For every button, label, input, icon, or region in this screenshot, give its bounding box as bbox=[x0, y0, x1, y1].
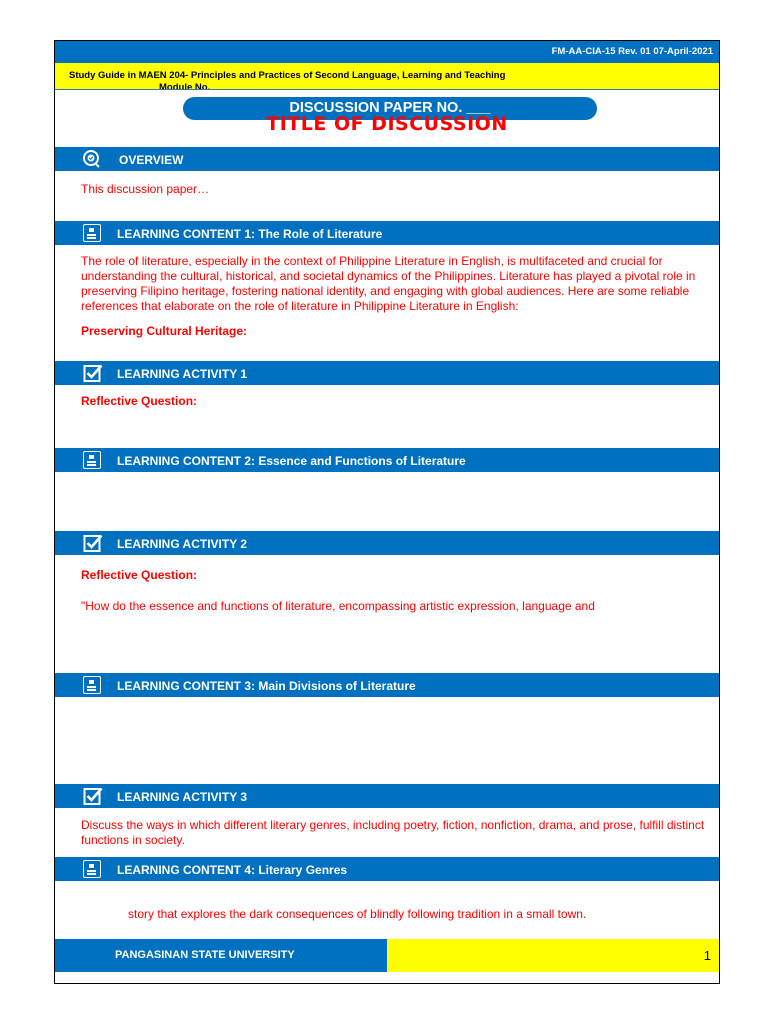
section-label: LEARNING ACTIVITY 1 bbox=[117, 367, 248, 381]
form-code: FM-AA-CIA-15 Rev. 01 07-April-2021 bbox=[551, 46, 713, 57]
activity3-text: Discuss the ways in which different literary genres, including poetry, fiction, nonfiction, drama, and prose, fulfill distinct functions in society. bbox=[81, 818, 705, 847]
study-guide-title: Study Guide in MAEN 204- Principles and Practices of Second Language, Learning and Teaching bbox=[69, 70, 506, 81]
header-bar bbox=[55, 41, 719, 63]
checkbox-icon bbox=[83, 533, 103, 553]
section-content1-header bbox=[55, 221, 719, 245]
book-icon bbox=[83, 676, 101, 694]
checkbox-icon bbox=[83, 363, 103, 383]
content1-paragraph: The role of literature, especially in the context of Philippine Literature in English, is multifaceted and crucial for understanding the cultural, historical, and societal dynamics of the Philippines. Literature has played a pivotal role in preserving Filipino heritage, fostering national identity, and engaging with global audiences. Here are some reliable references that elaborate on the role of literature in Philippine Literature in English: bbox=[81, 254, 696, 313]
section-label: LEARNING ACTIVITY 2 bbox=[117, 537, 248, 551]
study-guide-banner bbox=[55, 63, 719, 89]
section-label: LEARNING CONTENT 4: Literary Genres bbox=[117, 863, 348, 877]
document-page bbox=[54, 40, 720, 984]
section-activity1-header bbox=[55, 361, 719, 385]
section-label: LEARNING CONTENT 3: Main Divisions of Literature bbox=[117, 679, 416, 693]
discussion-title: TITLE OF DISCUSSION bbox=[266, 113, 508, 135]
section-content3-header bbox=[55, 673, 719, 697]
footer-page-bar bbox=[387, 939, 720, 972]
section-content2-header bbox=[55, 448, 719, 472]
book-icon bbox=[83, 224, 101, 242]
reflective-question-label: Reflective Question: bbox=[81, 568, 198, 582]
overview-text: This discussion paper… bbox=[81, 182, 210, 196]
book-icon bbox=[83, 451, 101, 469]
reflective-question-label: Reflective Question: bbox=[81, 394, 198, 408]
checkbox-icon bbox=[83, 786, 103, 806]
book-icon bbox=[83, 860, 101, 878]
section-label: LEARNING ACTIVITY 3 bbox=[117, 790, 248, 804]
section-overview-header bbox=[55, 147, 719, 171]
module-number: Module No. bbox=[159, 82, 211, 89]
section-label: LEARNING CONTENT 1: The Role of Literature bbox=[117, 227, 383, 241]
content4-text: story that explores the dark consequences of blindly following tradition in a small town. bbox=[128, 907, 587, 921]
discussion-paper-number: DISCUSSION PAPER NO. ___ bbox=[183, 97, 597, 120]
section-content4-header bbox=[55, 857, 719, 881]
page-number: 1 bbox=[703, 948, 711, 963]
university-name: PANGASINAN STATE UNIVERSITY bbox=[115, 949, 295, 961]
section-activity3-header bbox=[55, 784, 719, 808]
search-badge-icon bbox=[81, 149, 101, 169]
footer-university-bar bbox=[55, 939, 387, 972]
section-label: OVERVIEW bbox=[119, 153, 184, 167]
reflective-question-text: "How do the essence and functions of literature, encompassing artistic expression, language and bbox=[81, 599, 595, 613]
divider bbox=[55, 89, 719, 90]
section-activity2-header bbox=[55, 531, 719, 555]
section-label: LEARNING CONTENT 2: Essence and Functions of Literature bbox=[117, 454, 466, 468]
content1-subheading: Preserving Cultural Heritage: bbox=[81, 324, 248, 338]
